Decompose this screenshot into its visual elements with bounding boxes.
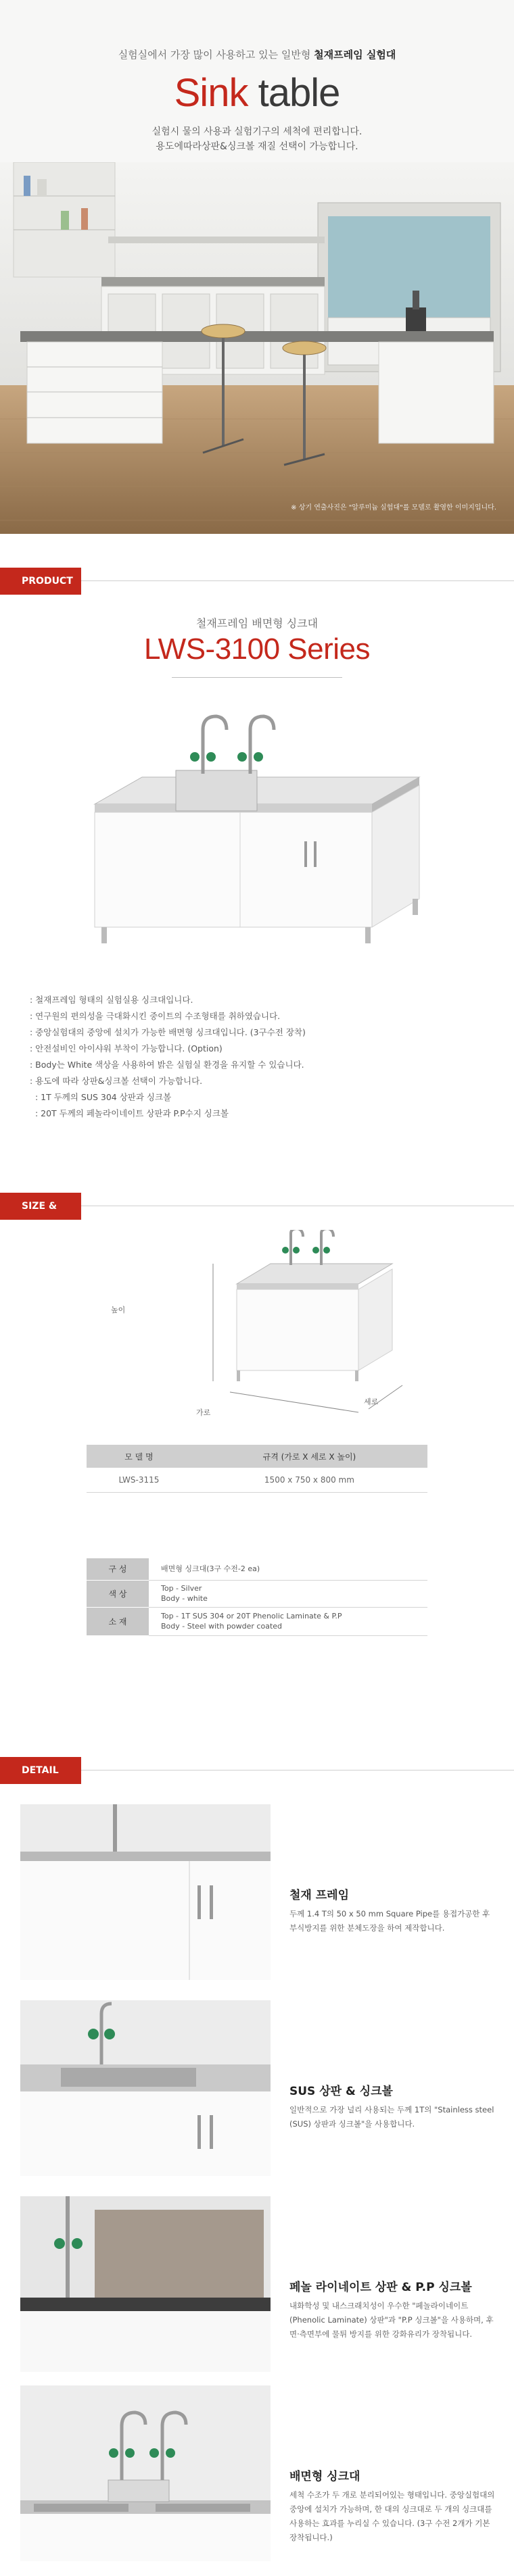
hero-desc-line-1: 실험시 물의 사용과 실험기구의 세척에 편리합니다. (151, 126, 363, 137)
spec-table (87, 1445, 427, 1493)
feature-item: : 중앙실험대의 중앙에 설치가 가능한 배면형 싱크대입니다. (3구수전 장착) (30, 1027, 306, 1037)
hero-description (0, 124, 514, 154)
product-image (81, 710, 433, 966)
table-cell: Body - Steel with powder coated (161, 1622, 283, 1631)
divider (172, 677, 342, 678)
feature-item: : 철재프레임 형태의 실험실용 싱크대입니다. (30, 995, 193, 1005)
spec-section-label: SIZE & SPEC (0, 1193, 81, 1220)
detail-description: 일반적으로 가장 널리 사용되는 두께 1T의 "Stainless steel (SUS) 상판과 싱크볼"을 사용합니다. (289, 2105, 494, 2129)
table-row (87, 1607, 427, 1635)
product-subtitle: 철재프레임 배면형 싱크대 (195, 617, 319, 630)
feature-item: : 용도에 따라 상판&싱크볼 선택이 가능합니다. (30, 1076, 203, 1086)
photo-disclaimer: ※ 상기 연출사진은 "알루미늄 실험대"를 모델로 촬영한 이미지입니다. (291, 504, 496, 512)
hero-tagline-emphasis: 철재프레임 실험대 (314, 49, 396, 61)
detail-section-label: DETAIL (0, 1757, 81, 1784)
spec-section-header (0, 1193, 514, 1239)
detail-image-frame (20, 1804, 271, 1980)
detail-image-sus (20, 2000, 271, 2176)
detail-title: SUS 상판 & 싱크볼 (289, 2085, 393, 2098)
table-cell: 배면형 싱크대(3구 수전-2 ea) (161, 1564, 260, 1574)
hero-title-sink: Sink (174, 71, 248, 115)
divider (81, 580, 514, 581)
feature-item: : 20T 두께의 페놀라이네이트 상판과 P.P수지 싱크볼 (30, 1108, 229, 1118)
detail-section-header (0, 1757, 514, 1784)
product-section-header (0, 568, 514, 595)
detail-title: 철재 프레임 (289, 1889, 350, 1902)
column-header: 모 델 명 (87, 1445, 191, 1468)
detail-description: 두께 1.4 T의 50 x 50 mm Square Pipe를 용접가공한 후 부식방지를 위한 분체도장을 하여 제작합니다. (289, 1909, 490, 1933)
feature-list (30, 992, 306, 1122)
product-section-label: PRODUCT (0, 568, 81, 595)
table-cell: Body - white (161, 1594, 208, 1603)
detail-title: 페놀 라이네이트 상판 & P.P 싱크볼 (289, 2281, 472, 2294)
table-cell: 1500 x 750 x 800 mm (191, 1468, 427, 1493)
table-row (87, 1558, 427, 1580)
hero-title-table: table (258, 71, 340, 115)
hero-section (0, 0, 514, 534)
hero-title (0, 70, 514, 116)
row-label: 소 재 (87, 1607, 149, 1635)
table-cell: Top - Silver (161, 1584, 202, 1593)
feature-item: : Body는 White 색상을 사용하여 밝은 실험실 환경을 유지할 수 있습니다. (30, 1060, 304, 1070)
feature-item: : 연구원의 편의성을 극대화시킨 중이트의 수조형태를 취하였습니다. (30, 1011, 281, 1021)
row-label: 색 상 (87, 1580, 149, 1607)
table-row (87, 1580, 427, 1607)
dimension-width-label: 가로 (196, 1408, 211, 1417)
table-cell: LWS-3115 (87, 1468, 191, 1493)
table-row (87, 1468, 427, 1493)
hero-tagline (0, 47, 514, 61)
row-label: 구 성 (87, 1558, 149, 1580)
table-cell: Top - 1T SUS 304 or 20T Phenolic Laminate & P.P (161, 1612, 342, 1620)
product-model-title: LWS-3100 Series (143, 633, 371, 666)
feature-item: : 1T 두께의 SUS 304 상판과 싱크볼 (30, 1092, 172, 1102)
feature-item: : 안전설비인 아이샤워 부착이 가능합니다. (Option) (30, 1043, 223, 1054)
detail-image-back-type (20, 2385, 271, 2561)
hero-tagline-prefix: 실험실에서 가장 많이 사용하고 있는 일반형 (118, 49, 311, 61)
detail-description: 내화학성 및 내스크래치성이 우수한 "페놀라이네이트 (Phenolic Laminate) 상판"과 "P.P 싱크볼"을 사용하며, 후면·측면부에 물튀 방지를 위한 강화유리가 장착됩니다. (289, 2301, 494, 2339)
spec-info-table (87, 1558, 427, 1636)
detail-title: 배면형 싱크대 (289, 2470, 360, 2483)
column-header: 규격 (가로 X 세로 X 높이) (191, 1445, 427, 1468)
dimension-depth-label: 세로 (364, 1397, 379, 1406)
lab-scene-photo (0, 162, 514, 534)
detail-description: 세척 수조가 두 개로 분리되어있는 형태입니다. 중앙실험대의 중앙에 설치가 가능하며, 한 대의 싱크대로 두 개의 싱크대를 사용하는 효과를 누리실 수 있습니다. (3구 수전 2개가 기본 장착됩니다.) (289, 2490, 495, 2542)
hero-desc-line-2: 용도에따라상판&싱크볼 재질 선택이 가능합니다. (156, 141, 358, 152)
dimension-height-label: 높이 (111, 1306, 126, 1314)
table-header-row (87, 1445, 427, 1468)
detail-image-phenol (20, 2196, 271, 2372)
